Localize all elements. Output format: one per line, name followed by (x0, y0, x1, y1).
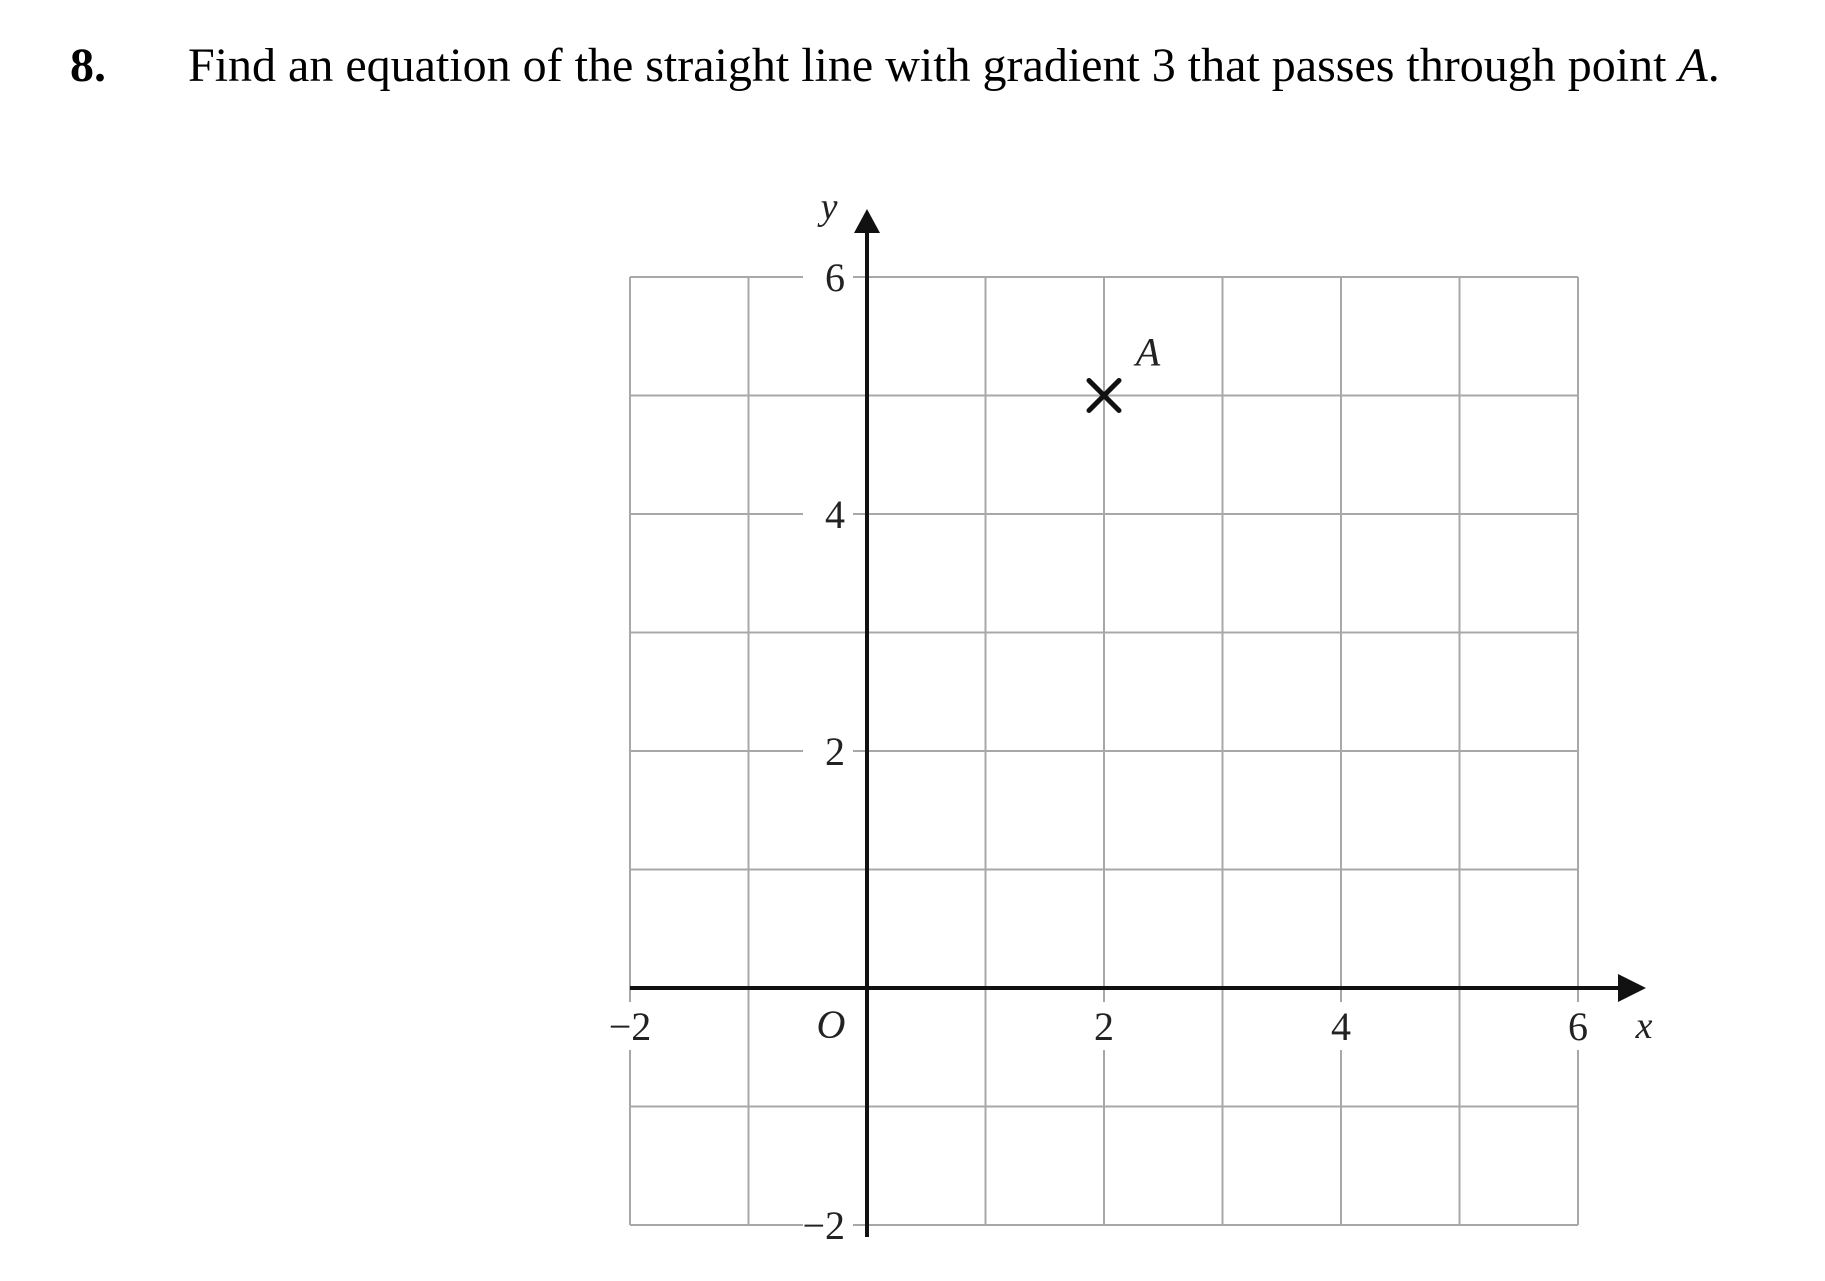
origin-label: O (816, 1002, 846, 1047)
x-tick-label: 6 (1568, 1004, 1588, 1049)
point-layer (1089, 326, 1168, 411)
y-axis-arrow (854, 209, 880, 233)
x-tick-label: 2 (1094, 1004, 1114, 1049)
y-tick-label: −2 (802, 1203, 845, 1248)
point-a-label: A (1135, 329, 1161, 375)
x-tick-label: −2 (608, 1004, 652, 1049)
y-axis-label: y (820, 186, 838, 228)
x-axis-label: x (1635, 1005, 1653, 1047)
question-number: 8. (70, 39, 106, 92)
x-tick-label: 4 (1331, 1004, 1351, 1049)
y-tick-label: 2 (825, 729, 845, 774)
question-text-end: . (1707, 39, 1720, 92)
question-text-main: Find an equation of the straight line with gradient 3 that passes through point (188, 39, 1679, 92)
question-point-name: A (1678, 39, 1708, 92)
x-axis-arrow (1618, 974, 1646, 1002)
grid-lines (630, 277, 1578, 1225)
y-tick-label: 6 (825, 255, 845, 300)
y-tick-label: 4 (825, 492, 845, 537)
